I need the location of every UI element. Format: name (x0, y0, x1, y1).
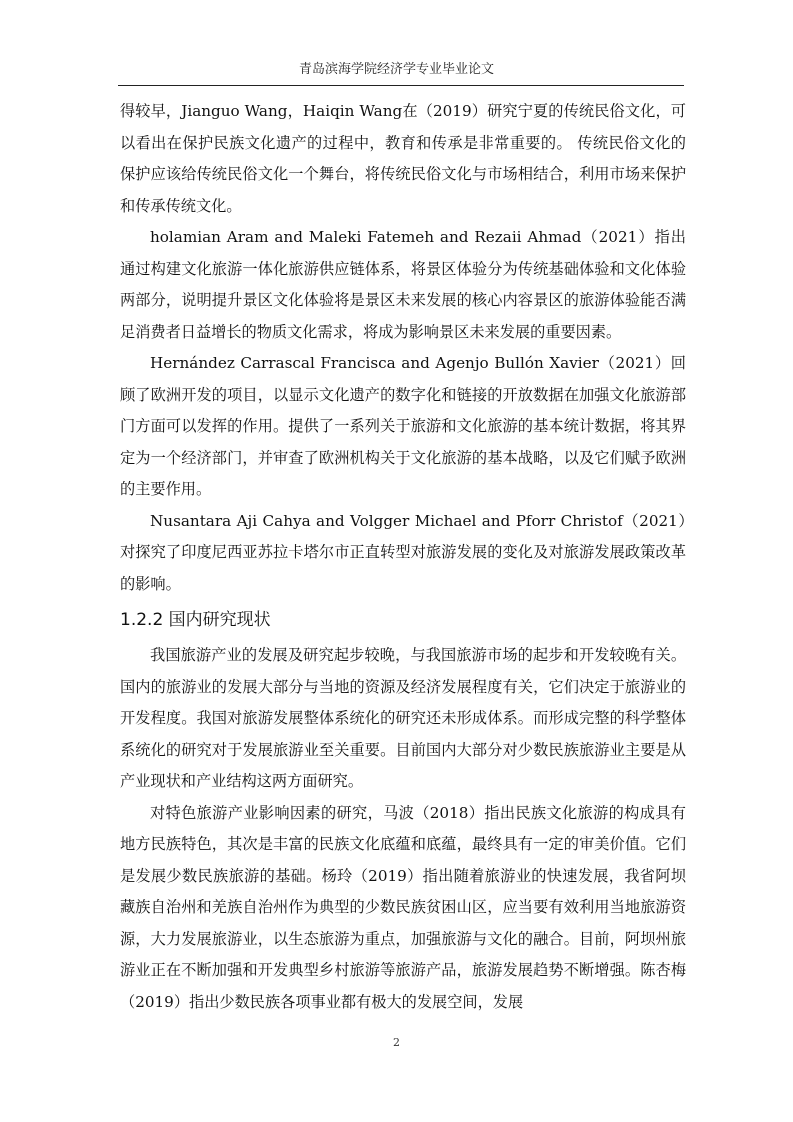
paragraph: 对特色旅游产业影响因素的研究，马波（2018）指出民族文化旅游的构成具有地方民族特色，其次是丰富的民族文化底蕴和底蕴，最终具有一定的审美价值。它们是发展少数民族旅游的基础。杨玲（2019）指出随着旅游业的快速发展，我省阿坝藏族自治州和羌族自治州作为典型的少数民族贫困山区，应当要有效利用当地旅游资源，大力发展旅游业，以生态旅游为重点，加强旅游与文化的融合。目前，阿坝州旅游业正在不断加强和开发典型乡村旅游等旅游产品，旅游发展趋势不断增强。陈杏梅（2019）指出少数民族各项事业都有极大的发展空间，发展 (120, 803, 686, 1011)
header-rule (118, 85, 684, 86)
section-heading: 1.2.2 国内研究现状 (120, 610, 271, 630)
body-text (120, 96, 686, 1018)
paragraph: holamian Aram and Maleki Fatemeh and Rezaii Ahmad（2021）指出通过构建文化旅游一体化旅游供应链体系，将景区体验分为传统基础体验和文化体验两部分，说明提升景区文化体验将是景区未来发展的核心内容景区的旅游体验能否满足消费者日益增长的物质文化需求，将成为影响景区未来发展的重要因素。 (120, 228, 686, 341)
page-number: 2 (393, 1036, 400, 1049)
paragraph: Nusantara Aji Cahya and Volgger Michael and Pforr Christof（2021）对探究了印度尼西亚苏拉卡塔尔市正直转型对旅游发展的变化及对旅游发展政策改革的影响。 (120, 511, 686, 593)
paragraph-continuation: 得较早，Jianguo Wang，Haiqin Wang在（2019）研究宁夏的传统民俗文化，可以看出在保护民族文化遗产的过程中，教育和传承是非常重要的。 传统民俗文化的保护应该给传统民俗文化一个舞台，将传统民俗文化与市场相结合，利用市场来保护和传承传统文化。 (120, 102, 686, 215)
running-header: 青岛滨海学院经济学专业毕业论文 (298, 62, 494, 77)
paragraph: Hernández Carrascal Francisca and Agenjo Bullón Xavier（2021）回顾了欧洲开发的项目，以显示文化遗产的数字化和链接的开放数据在加强文化旅游部门方面可以发挥的作用。提供了一系列关于旅游和文化旅游的基本统计数据，将其界定为一个经济部门，并审查了欧洲机构关于文化旅游的基本战略，以及它们赋予欧洲的主要作用。 (120, 354, 686, 498)
paragraph: 我国旅游产业的发展及研究起步较晚，与我国旅游市场的起步和开发较晚有关。国内的旅游业的发展大部分与当地的资源及经济发展程度有关，它们决定于旅游业的开发程度。我国对旅游发展整体系统化的研究还未形成体系。而形成完整的科学整体系统化的研究对于发展旅游业至关重要。目前国内大部分对少数民族旅游业主要是从产业现状和产业结构这两方面研究。 (120, 646, 686, 790)
